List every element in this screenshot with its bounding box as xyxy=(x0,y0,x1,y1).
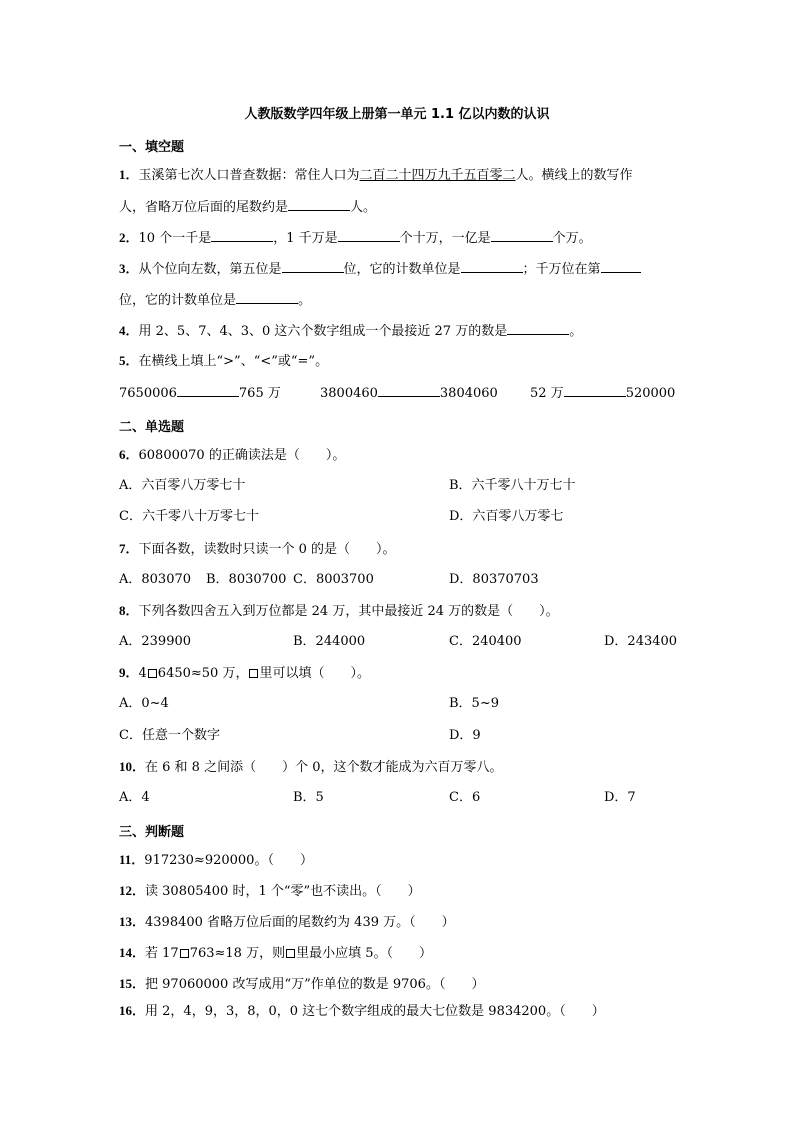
question-number: 7． xyxy=(119,541,139,556)
question-text: 6450≈50 万， xyxy=(157,666,249,681)
question-text: 人。 xyxy=(350,200,377,215)
question-6 xyxy=(119,446,679,465)
compare-pair-2 xyxy=(320,383,498,403)
q6-option-d[interactable]: D．六百零八万零七 xyxy=(449,509,564,524)
square-box-icon xyxy=(249,669,258,678)
question-text: 玉溪第七次人口普查数据：常住人口为 xyxy=(138,168,360,183)
q7-option-c[interactable]: C．8003700 xyxy=(293,572,374,587)
q10-option-d[interactable]: D．7 xyxy=(604,790,636,805)
answer-blank[interactable] xyxy=(236,290,298,304)
question-number: 10． xyxy=(119,759,146,774)
q9-option-d[interactable]: D．9 xyxy=(449,728,481,743)
q9-option-b[interactable]: B．5~9 xyxy=(449,696,499,711)
answer-blank[interactable] xyxy=(507,321,569,335)
answer-blank[interactable] xyxy=(282,259,344,273)
question-text: 用 2、5、7、4、3、0 这六个数字组成一个最接近 27 万的数是 xyxy=(138,324,508,339)
question-text: 位，它的计数单位是 xyxy=(343,262,461,277)
section-heading-single-choice: 二、单选题 xyxy=(119,420,185,435)
question-text: 个十万，一亿是 xyxy=(399,231,491,246)
question-number: 1． xyxy=(119,167,139,182)
question-number: 9． xyxy=(119,665,139,680)
question-text: 下列各数四舍五入到万位都是 24 万，其中最接近 24 万的数是（ ）。 xyxy=(138,604,559,619)
question-number: 13． xyxy=(119,914,146,929)
answer-blank[interactable] xyxy=(601,259,641,273)
compare-right: 3804060 xyxy=(439,386,498,401)
q6-option-b[interactable]: B．六千零八十万七十 xyxy=(449,478,576,493)
section-heading-fill-blank: 一、填空题 xyxy=(119,140,185,155)
question-11 xyxy=(119,851,679,870)
question-text: 从个位向左数，第五位是 xyxy=(138,262,282,277)
q6-option-a[interactable]: A．六百零八万零七十 xyxy=(119,478,246,493)
question-text: 下面各数，读数时只读一个 0 的是（ ）。 xyxy=(138,542,396,557)
question-10 xyxy=(119,758,679,777)
q9-option-c[interactable]: C．任意一个数字 xyxy=(119,728,220,743)
question-text: 4398400 省略万位后面的尾数约为 439 万。（ ） xyxy=(145,915,455,930)
question-text: 在 6 和 8 之间添（ ）个 0，这个数才能成为六百万零八。 xyxy=(145,760,503,775)
answer-blank[interactable] xyxy=(288,197,350,211)
question-number: 15． xyxy=(119,976,146,991)
underlined-text: 二百二十四万九千五百零二 xyxy=(359,168,516,183)
square-box-icon xyxy=(148,669,157,678)
question-number: 6． xyxy=(119,447,139,462)
question-12 xyxy=(119,882,679,901)
question-9 xyxy=(119,664,679,683)
q8-option-b[interactable]: B．244000 xyxy=(293,634,366,649)
question-3-line-2 xyxy=(119,290,679,310)
question-3-line-1 xyxy=(119,259,679,279)
question-text: 4 xyxy=(138,666,147,681)
compare-left: 52 万 xyxy=(530,386,564,401)
q10-option-a[interactable]: A．4 xyxy=(119,790,150,805)
compare-left: 7650006 xyxy=(119,386,177,401)
answer-blank[interactable] xyxy=(378,383,440,397)
question-1-line-2 xyxy=(119,197,679,217)
question-number: 16． xyxy=(119,1003,146,1018)
question-text: 若 17 xyxy=(145,946,179,961)
question-number: 3． xyxy=(119,261,139,276)
question-number: 8． xyxy=(119,603,139,618)
question-text: 763≈18 万，则 xyxy=(189,946,286,961)
answer-blank[interactable] xyxy=(211,228,273,242)
question-number: 12． xyxy=(119,883,146,898)
q7-option-b[interactable]: B．8030700 xyxy=(206,572,287,587)
question-text: 在横线上填上“>”、“<”或“=”。 xyxy=(138,354,329,369)
q7-option-d[interactable]: D．80370703 xyxy=(449,572,539,587)
question-8 xyxy=(119,602,679,621)
question-text: ；千万位在第 xyxy=(522,262,601,277)
q10-option-b[interactable]: B．5 xyxy=(293,790,324,805)
compare-pair-1 xyxy=(119,383,281,403)
q9-option-a[interactable]: A．0~4 xyxy=(119,696,169,711)
compare-pair-3 xyxy=(530,383,675,403)
question-text: 读 30805400 时，1 个“零”也不读出。（ ） xyxy=(145,884,421,899)
question-text: 个万。 xyxy=(552,231,592,246)
answer-blank[interactable] xyxy=(491,228,553,242)
question-13 xyxy=(119,913,679,932)
page-title: 人教版数学四年级上册第一单元 1.1 亿以内数的认识 xyxy=(244,107,550,122)
question-number: 11． xyxy=(119,852,145,867)
question-number: 4． xyxy=(119,323,139,338)
question-2 xyxy=(119,228,679,248)
compare-right: 765 万 xyxy=(238,386,281,401)
question-text: 里可以填（ ）。 xyxy=(259,666,370,681)
question-text: 人，省略万位后面的尾数约是 xyxy=(119,200,289,215)
answer-blank[interactable] xyxy=(338,228,400,242)
q7-option-a[interactable]: A．803070 xyxy=(119,572,192,587)
q8-option-a[interactable]: A．239900 xyxy=(119,634,192,649)
q8-option-d[interactable]: D．243400 xyxy=(604,634,678,649)
question-text: 把 97060000 改写成用“万”作单位的数是 9706。（ ） xyxy=(145,977,485,992)
compare-right: 520000 xyxy=(625,386,676,401)
question-7 xyxy=(119,540,679,559)
question-5 xyxy=(119,352,679,371)
answer-blank[interactable] xyxy=(461,259,523,273)
question-number: 14． xyxy=(119,945,146,960)
question-1-line-1 xyxy=(119,166,679,185)
question-text: 位，它的计数单位是 xyxy=(119,293,237,308)
question-text: 用 2，4，9，3，8，0，0 这七个数字组成的最大七位数是 9834200。（ ） xyxy=(145,1004,605,1019)
question-14 xyxy=(119,944,679,963)
question-text: 917230≈920000。（ ） xyxy=(144,853,313,868)
question-text: 60800070 的正确读法是（ ）。 xyxy=(138,448,346,463)
q6-option-c[interactable]: C．六千零八十万零七十 xyxy=(119,509,259,524)
question-text: 。 xyxy=(569,324,583,339)
section-heading-true-false: 三、判断题 xyxy=(119,825,185,840)
question-text: 10 个一千是 xyxy=(138,231,212,246)
square-box-icon xyxy=(286,949,295,958)
question-number: 5． xyxy=(119,353,139,368)
question-text: ，1 千万是 xyxy=(273,231,338,246)
question-text: 里最小应填 5。（ ） xyxy=(296,946,432,961)
question-4 xyxy=(119,321,679,341)
q10-option-c[interactable]: C．6 xyxy=(449,790,481,805)
question-15 xyxy=(119,975,679,994)
question-text: 人。横线上的数写作 xyxy=(515,168,633,183)
answer-blank[interactable] xyxy=(177,383,239,397)
square-box-icon xyxy=(180,949,189,958)
q8-option-c[interactable]: C．240400 xyxy=(449,634,522,649)
question-number: 2． xyxy=(119,230,139,245)
compare-left: 3800460 xyxy=(320,386,378,401)
question-16 xyxy=(119,1002,679,1021)
answer-blank[interactable] xyxy=(564,383,626,397)
question-text: 。 xyxy=(298,293,312,308)
